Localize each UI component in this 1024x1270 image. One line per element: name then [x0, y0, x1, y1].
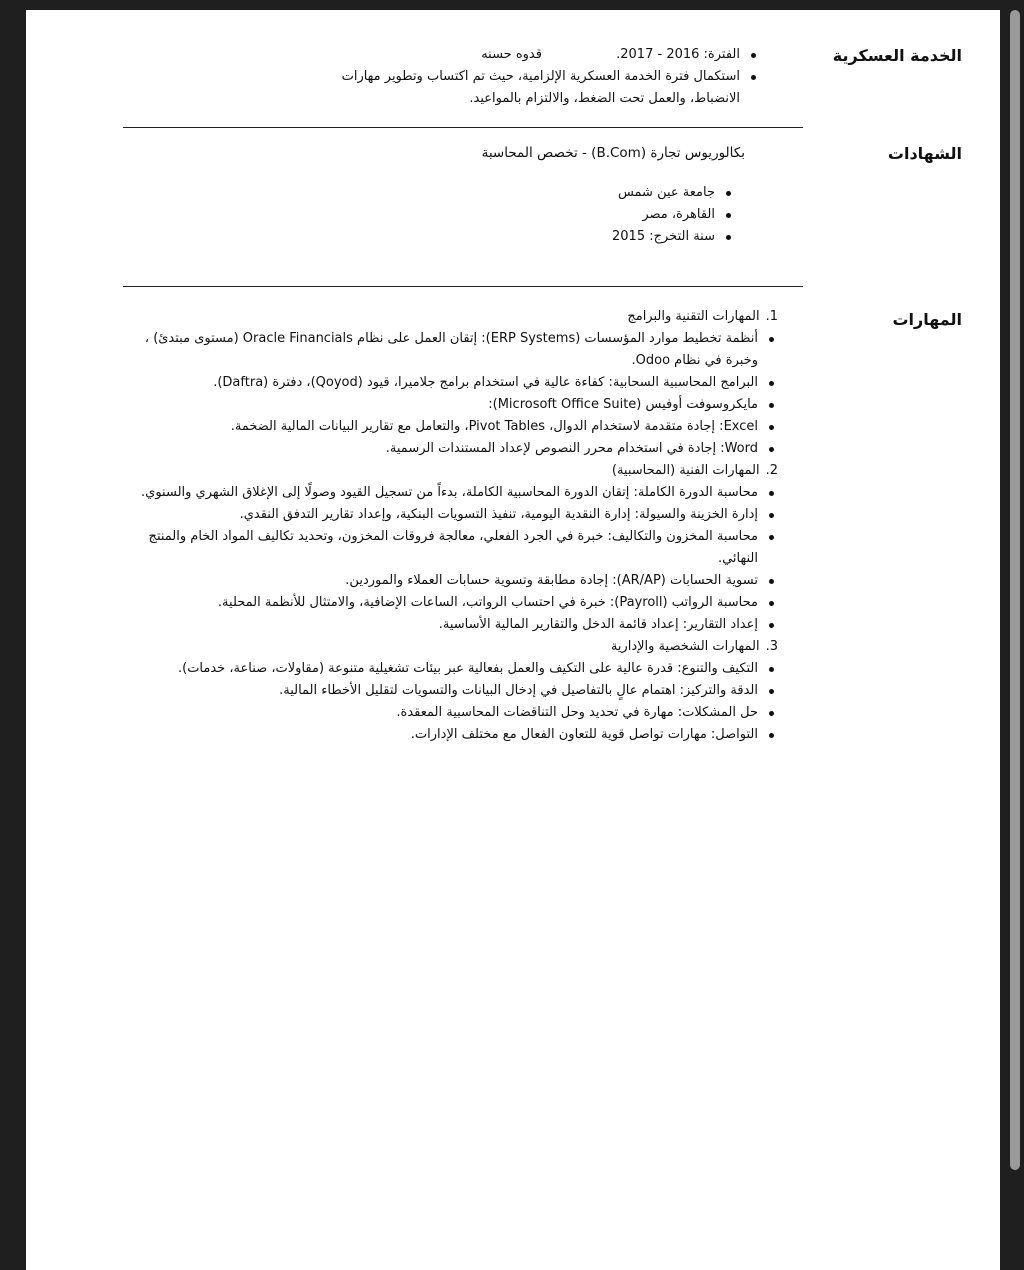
- military-title: الخدمة العسكرية: [832, 46, 962, 65]
- skill-item: التكيف والتنوع: قدرة عالية على التكيف والعمل بفعالية عبر بيئات تشغيلية متنوعة (مقاولات، صناعة، خدمات).: [118, 658, 758, 680]
- skill-item: Word: إجادة في استخدام محرر النصوص لإعداد المستندات الرسمية.: [118, 438, 758, 460]
- cert-item: سنة التخرج: 2015: [85, 226, 715, 248]
- divider-2: [123, 286, 803, 287]
- divider-1: [123, 127, 803, 128]
- skill-item: تسوية الحسابات (AR/AP): إجادة مطابقة وتسوية حسابات العملاء والموردين.: [118, 570, 758, 592]
- skill-item: الدقة والتركيز: اهتمام عالٍ بالتفاصيل في إدخال البيانات والتسويات لتقليل الأخطاء المالية.: [118, 680, 758, 702]
- skill-item: محاسبة الرواتب (Payroll): خبرة في احتساب الرواتب، الساعات الإضافية، والامتثال للأنظمة المحلية.: [118, 592, 758, 614]
- skill-item: التواصل: مهارات تواصل قوية للتعاون الفعال مع مختلف الإدارات.: [118, 724, 758, 746]
- skill-item: حل المشكلات: مهارة في تحديد وحل التناقضات المحاسبية المعقدة.: [118, 702, 758, 724]
- skill-item: Excel: إجادة متقدمة لاستخدام الدوال، Pivot Tables، والتعامل مع تقارير البيانات المالية الضخمة.: [118, 416, 758, 438]
- degree: بكالوريوس تجارة (B.Com) - تخصص المحاسبة: [481, 145, 745, 161]
- skill-item: محاسبة المخزون والتكاليف: خبرة في الجرد الفعلي، معالجة فروقات المخزون، وتحديد تكاليف المواد الخام والمنتج النهائي.: [118, 526, 758, 570]
- skills-group-heading: 2.المهارات الفنية (المحاسبية): [611, 463, 778, 478]
- skill-item: مايكروسوفت أوفيس (Microsoft Office Suite):: [118, 394, 758, 416]
- skills-group-heading: 3.المهارات الشخصية والإدارية: [610, 639, 778, 654]
- skill-item: أنظمة تخطيط موارد المؤسسات (ERP Systems): إتقان العمل على نظام Oracle Financials (مستوى مبتدئ) ، وخبرة في نظام Odoo.: [118, 328, 758, 372]
- skill-item: البرامج المحاسبية السحابية: كفاءة عالية في استخدام برامج جلاميرا، قيود (Qoyod)، دفترة (Daftra).: [118, 372, 758, 394]
- skills-content: [118, 306, 778, 746]
- military-period: الفترة: 2016 - 2017.: [616, 47, 740, 62]
- military-desc-item: استكمال فترة الخدمة العسكرية الإلزامية، حيث تم اكتساب وتطوير مهارات الانضباط، والعمل تحت الضغط، والالتزام بالمواعيد.: [300, 66, 740, 110]
- certificates-content: [85, 142, 745, 248]
- skill-item: إعداد التقارير: إعداد قائمة الدخل والتقارير المالية الأساسية.: [118, 614, 758, 636]
- military-content: [100, 44, 760, 110]
- cert-item: جامعة عين شمس: [85, 182, 715, 204]
- military-period-item: [100, 44, 740, 66]
- resume-page: [26, 10, 1000, 1270]
- scrollbar[interactable]: [1010, 10, 1020, 1170]
- skills-group-heading: 1.المهارات التقنية والبرامج: [627, 309, 778, 324]
- cert-item: القاهرة، مصر: [85, 204, 715, 226]
- skill-item: محاسبة الدورة الكاملة: إتقان الدورة المحاسبية الكاملة، بدءاً من تسجيل القيود وصولًا إلى الإغلاق الشهري والسنوي.: [118, 482, 758, 504]
- military-grade: قدوه حسنه: [481, 47, 542, 62]
- certificates-title: الشهادات: [887, 144, 962, 163]
- skills-title: المهارات: [892, 310, 962, 329]
- skill-item: إدارة الخزينة والسيولة: إدارة النقدية اليومية، تنفيذ التسويات البنكية، وإعداد تقارير التدفق النقدي.: [118, 504, 758, 526]
